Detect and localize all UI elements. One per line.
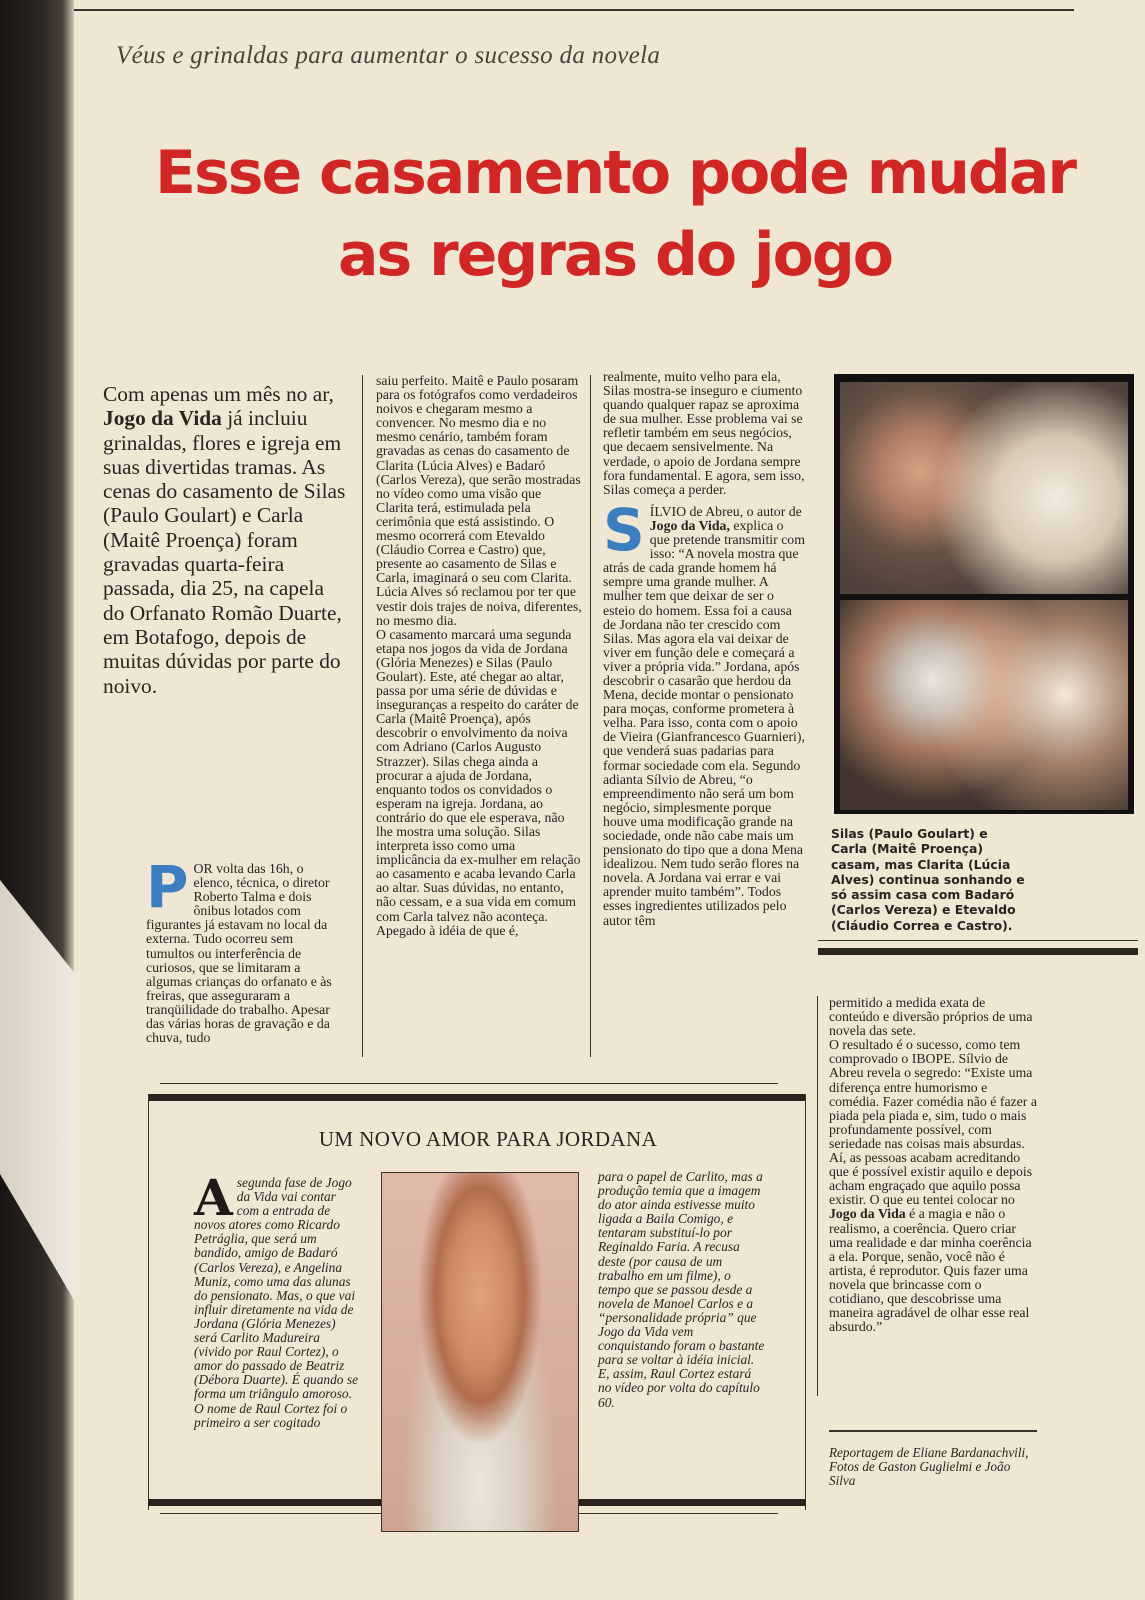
box-title: UM NOVO AMOR PARA JORDANA — [318, 1127, 658, 1151]
wedding-kiss-photo-top — [840, 382, 1128, 594]
column-divider — [362, 375, 363, 1057]
column-d-paragraph-1: permitido a medida exata de conteúdo e diversão próprios de uma novela das sete. — [829, 995, 1033, 1039]
top-rule — [74, 9, 1074, 11]
column-d — [829, 996, 1039, 1334]
box-column-left — [194, 1168, 360, 1430]
column-d-text-c: é a magia e não o realismo, a coerência. Quero criar uma realidade e dar minha coerência a ela. Porque, senão, você não é artista, é reprodutor. Quis fazer uma novela que brincasse com o cotidiano, que descobrisse uma maneira agradável de olhar esse real absurdo.” — [829, 1206, 1032, 1335]
headline — [100, 132, 1130, 296]
column-a — [146, 853, 342, 1046]
lead-paragraph — [103, 382, 349, 698]
box-column-right — [598, 1170, 766, 1410]
photo-caption: Silas (Paulo Goulart) e Carla (Maitê Proença) casam, mas Clarita (Lúcia Alves) continua sonhando e só assim casa com Badaró (Carlos Vereza) e Etevaldo (Cláudio Correa e Castro). — [831, 826, 1025, 933]
column-b-paragraph-2: O casamento marcará uma segunda etapa nos jogos da vida de Jordana (Glória Menezes) e Silas (Paulo Goulart). Este, até chegar ao altar, passa por uma série de dúvidas e inseguranças a respeito do caráter de Carla (Maitê Proença), após descobrir o envolvimento da noiva com Adriano (Carlos Augusto Strazzer). Silas chega ainda a procurar a ajuda de Jordana, enquanto todos os convidados o esperam na igreja. Jordana, ao contrário do que ele esperava, não lhe mostra uma solução. Silas interpreta isso como uma implicância da ex-mulher em relação ao casamento e acaba levando Carla ao altar. Suas dúvidas, no entanto, não cessam, e a sua vida em comum com Carla talvez não aconteça. Apegado à idéia de que é, — [376, 626, 581, 938]
column-b-paragraph-1: saiu perfeito. Maitê e Paulo posaram para os fotógrafos como verdadeiros noivos e chegaram mesmo a convencer. No mesmo dia e no mesmo cenário, também foram gravadas as cenas do casamento de Clarita (Lúcia Alves) e Badaró (Carlos Vereza), que serão mostradas no vídeo como uma visão que Clarita terá, estimulada pela cerimônia que está assistindo. O mesmo ocorrerá com Etevaldo (Cláudio Correa e Castro) que, presente ao casamento de Silas e Carla, imaginará o seu com Clarita. Lúcia Alves só reclamou por ter que vestir dois trajes de noiva, diferentes, no mesmo dia. — [376, 373, 582, 628]
end-rule — [829, 1430, 1037, 1432]
column-c-paragraph-1: realmente, muito velho para ela, Silas mostra-se inseguro e ciumento quando qualquer rapaz se aproxima de sua mulher. Esse problema vai se refletir também em seus negócios, que decaem sensivelmente. Na verdade, o apoio de Jordana sempre fora fundamental. E agora, sem isso, Silas começa a perder. — [603, 369, 805, 497]
column-c-text-c: explica o que pretende transmitir com isso: “A novela mostra que atrás de cada grande homem há sempre uma grande mulher. A mulher tem que deixar de ser o esteio do homem. Essa foi a causa de Jordana não ter crescido com Silas. Mas agora ela vai deixar de viver em função dele e começará a viver a própria vida.” Jordana, após descobrir o casarão que herdou da Mena, decide montar o pensionato para moças, conforme prometera à velha. Para isso, conta com o apoio de Vieira (Gianfrancesco Guarnieri), que venderá suas padarias para formar sociedade com ela. Segundo adianta Sílvio de Abreu, “o empreendimento não será um bom negócio, simplesmente porque houve uma modificação grande na sociedade, onde não cabe mais um pensionato do tipo que a dona Mena idealizou. Nem tudo serão flores na novela. A Jordana vai errar e vai aprender muito também”. Todos esses ingredientes utilizados pelo autor têm — [603, 517, 805, 928]
box-left-paragraph-1 — [194, 1168, 360, 1402]
credits: Reportagem de Eliane Bardanachvili, Fotos de Gaston Guglielmi e João Silva — [829, 1445, 1029, 1489]
box-left-paragraph-2: O nome de Raul Cortez foi o primeiro a ser cogitado — [194, 1400, 348, 1430]
kicker: Véus e grinaldas para aumentar o sucesso da novela — [116, 42, 661, 69]
wedding-kiss-photo-bottom — [840, 600, 1128, 810]
column-d-text-a: O resultado é o sucesso, como tem comprovado o IBOPE. Sílvio de Abreu revela o segredo: “Existe uma diferença entre humorismo e comédia. Fazer comédia não é fazer a piada pela piada e, sim, tudo o mais profundamente possível, com seriedade nas coisas mais absurdas. Aí, as pessoas acabam acreditando que é possível existir aquilo e depois acham engraçado que aquilo possa existir. O que eu tentei colocar no — [829, 1037, 1037, 1208]
column-divider — [590, 375, 591, 1057]
column-c-bold-title: Jogo da Vida, — [649, 517, 730, 533]
wedding-photos — [834, 374, 1134, 814]
headline-line-2: as regras do jogo — [337, 220, 893, 290]
column-divider — [817, 996, 818, 1396]
column-b — [376, 374, 582, 938]
dropcap-a: A — [194, 1168, 233, 1227]
column-a-text: OR volta das 16h, o elenco, técnica, o diretor Roberto Talma e dois ônibus lotados com figurantes já estavam no local da externa. Tudo ocorreu sem tumultos ou interferência de curiosos, que se limitaram a algumas crianças do orfanato e às freiras, que asseguraram a tranqüilidade do trabalho. Apesar das várias horas de gravação e da chuva, tudo — [146, 861, 332, 1046]
section-rule-thin — [818, 940, 1138, 941]
box-left-text-1: segunda fase de Jogo da Vida vai contar com a entrada de novos atores como Ricardo Petráglia, que será um bandido, amigo de Badaró (Carlos Vereza), e Angelina Muniz, como uma das alunas do pensionato. Mas, o que vai influir diretamente na vida de Jordana (Glória Menezes) será Carlito Madureira (vivido por Raul Cortez), o amor do passado de Beatriz (Débora Duarte). É quando se forma um triângulo amoroso. — [194, 1175, 359, 1402]
column-d-bold-title: Jogo da Vida — [829, 1206, 906, 1222]
headline-line-1: Esse casamento pode mudar — [155, 138, 1075, 208]
page-binding-shadow — [0, 0, 74, 1600]
lead-text-1: Com apenas um mês no ar, — [103, 382, 334, 406]
column-c — [603, 370, 806, 928]
column-c-text-a: ÍLVIO de Abreu, o autor de — [649, 503, 802, 519]
box-right-text: para o papel de Carlito, mas a produção temia que a imagem do ator ainda estivesse muito ligada a Baila Comigo, e tentaram substituí-lo por Reginaldo Faria. A recusa deste (por causa de um trabalho em um filme), o tempo que se passou desde a novela de Manoel Carlos e a “personalidade própria” que Jogo da Vida vem conquistando foram o bastante para se voltar à idéia inicial. E, assim, Raul Cortez estará no vídeo por volta do capítulo 60. — [598, 1169, 765, 1410]
box-rule-thin-top — [160, 1083, 778, 1084]
section-rule-thick — [818, 948, 1138, 955]
column-c-paragraph-2 — [603, 495, 806, 928]
raul-cortez-portrait — [381, 1172, 579, 1532]
lead-bold-title: Jogo da Vida — [103, 406, 222, 431]
dropcap-s: S — [603, 495, 645, 564]
lead-text-2: já incluiu grinaldas, flores e igreja em suas divertidas tramas. As cenas do casamento de Silas (Paulo Goulart) e Carla (Maitê Proença) foram gravadas quarta-feira passada, dia 25, na capela do Orfanato Romão Duarte, em Botafogo, depois de muitas dúvidas por parte do noivo. — [103, 406, 346, 698]
dropcap-p: P — [146, 853, 189, 921]
column-d-paragraph-2 — [829, 1038, 1039, 1334]
